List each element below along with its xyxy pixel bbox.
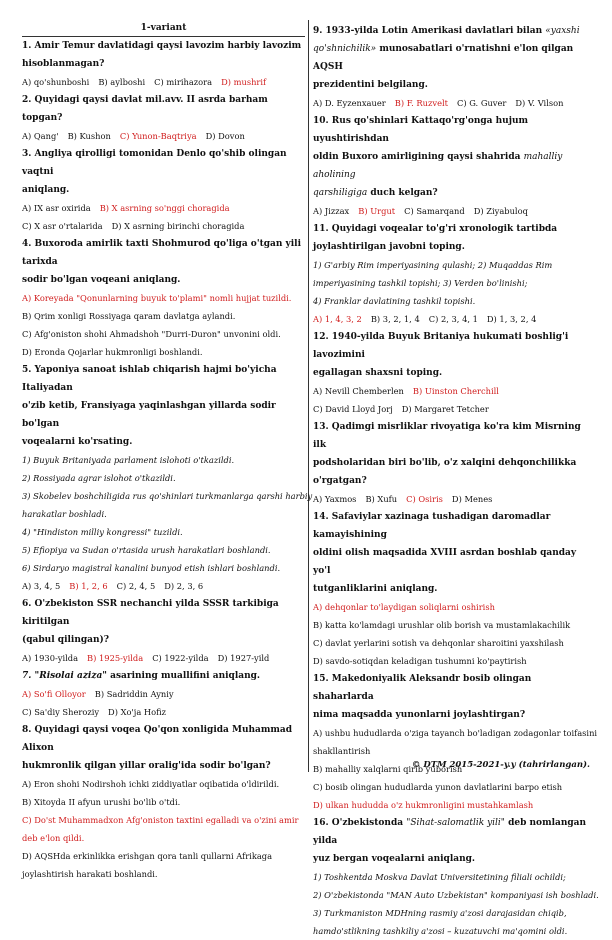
option-d[interactable]: D) Menes (451, 494, 493, 504)
option-a-cont[interactable]: shakllantirish (313, 746, 371, 756)
question-rest: asarining muallifini aniqlang. (106, 671, 261, 681)
list-item: 2) Rossiyada agrar islohot o'tkazildi. (22, 473, 176, 483)
option-d[interactable]: D) Ziyabuloq (473, 206, 528, 216)
option-d[interactable]: D) savdo-sotiqdan keladigan tushumni ko'paytirish (313, 656, 527, 666)
question-text: 1. Amir Temur davlatidagi qaysi lavozim harbiy lavozim (22, 41, 302, 51)
option-b[interactable]: B) mahalliy xalqlarni qirib yuborish (313, 764, 463, 774)
list-item: 6) Sirdaryo magistral kanalini bunyod etish ishlari boshlandi. (22, 563, 281, 573)
question-text: munosabatlari o'rnatishni e'lon qilgan AQSH (313, 44, 574, 72)
question-13 (313, 418, 592, 508)
question-text: 11. Quyidagi voqealar to'g'ri xronologik tartibda (313, 224, 558, 234)
option-b-correct[interactable]: B) X asrning so'nggi choragida (99, 203, 230, 213)
option-c[interactable]: C) 1922-yilda (152, 653, 209, 663)
list-item: 3) Skobelev boshchiligida rus qo'shinlari turkmanlarga qarshi harbiy (22, 491, 313, 501)
option-d[interactable]: D) 2, 3, 6 (164, 581, 204, 591)
option-c-correct[interactable]: C) Do'st Muhammadxon Afg'oniston taxtini egalladi va o'zini amir (22, 815, 299, 825)
list-item: 1) Buyuk Britaniyada parlament islohoti o'tkazildi. (22, 455, 235, 465)
option-b[interactable]: B) Sadriddin Ayniy (94, 689, 174, 699)
option-c[interactable]: C) bosib olingan hududlarda yunon davlatlarini barpo etish (313, 782, 563, 792)
question-text: 10. Rus qo'shinlari Kattaqo'rg'onga hujum uyushtirishdan (313, 116, 529, 144)
question-text: deb nomlangan yilda (313, 818, 587, 846)
question-10 (313, 112, 592, 220)
question-text: 6. O'zbekiston SSR nechanchi yilda SSSR tarkibiga kiritilgan (22, 599, 279, 627)
question-text: voqealarni ko'rsating. (22, 437, 133, 447)
question-quote: qo'shnichilik» (313, 44, 377, 54)
option-c-correct[interactable]: C) Osiris (406, 494, 443, 504)
list-item: 1) Toshkentda Moskva Davlat Universitetining filiali ochildi; (313, 872, 566, 882)
option-a[interactable]: A) 3, 4, 5 (22, 581, 61, 591)
option-c[interactable]: C) 2, 4, 5 (116, 581, 156, 591)
footer-copyright: © DTM 2015-2021-y.y (tahrirlangan). (411, 760, 590, 770)
question-text: o'rgatgan? (313, 476, 367, 486)
left-column (22, 22, 313, 883)
question-9 (313, 22, 592, 112)
option-b-correct[interactable]: B) Uinston Cherchill (412, 386, 499, 396)
question-text: tutganliklarini aniqlang. (313, 584, 438, 594)
question-text: 9. 1933-yilda Lotin Amerikasi davlatlari bilan (313, 26, 546, 36)
question-text: joylashtirilgan javobni toping. (313, 242, 465, 252)
option-b-correct[interactable]: B) Urgut (358, 206, 396, 216)
option-b[interactable]: B) Xitoyda II afyun urushi bo'lib o'tdi. (22, 797, 181, 807)
list-item: 4) Franklar davlatining tashkil topishi. (313, 296, 476, 306)
option-d[interactable]: D) Eronda Qojarlar hukmronligi boshlandi. (22, 347, 203, 357)
question-12 (313, 328, 592, 418)
option-a-correct[interactable]: A) dehqonlar to'laydigan soliqlarni oshirish (313, 602, 495, 612)
option-a[interactable]: A) Nevill Chemberlen (313, 386, 404, 396)
question-text: 5. Yaponiya sanoat ishlab chiqarish hajmi bo'yicha Italiyadan (22, 365, 277, 393)
question-text: o'zib ketib, Fransiyaga yaqinlashgan yillarda sodir bo'lgan (22, 401, 276, 429)
question-text: egallagan shaxsni toping. (313, 368, 443, 378)
option-a[interactable]: A) 1930-yilda (22, 653, 79, 663)
option-b-correct[interactable]: B) 1, 2, 6 (69, 581, 108, 591)
option-d[interactable]: D) Dovon (205, 131, 245, 141)
option-d[interactable]: D) X asrning birinchi choragida (111, 221, 245, 231)
option-c[interactable]: C) X asr o'rtalarida (22, 221, 103, 231)
option-d-correct[interactable]: D) mushrif (221, 77, 267, 87)
option-d[interactable]: D) 1927-yild (217, 653, 270, 663)
question-italic: qarshiligiga (313, 188, 368, 198)
question-11 (313, 220, 592, 328)
option-b-correct[interactable]: B) 1925-yilda (87, 653, 144, 663)
question-5 (22, 361, 313, 595)
question-text: nima maqsadda yunonlarni joylashtirgan? (313, 710, 526, 720)
question-text: 12. 1940-yilda Buyuk Britaniya hukumati boshlig'i lavozimini (313, 332, 569, 360)
question-quote: «yaxshi (545, 26, 580, 36)
question-text: duch kelgan? (367, 188, 438, 198)
option-b[interactable]: B) 3, 2, 1, 4 (370, 314, 420, 324)
list-item: 1) G'arbiy Rim imperiyasining qulashi; 2) Muqaddas Rim (313, 260, 553, 270)
question-text: 14. Safaviylar xazinaga tushadigan daromadlar kamayishining (313, 512, 551, 540)
option-c[interactable]: C) Samarqand (404, 206, 465, 216)
question-6 (22, 595, 305, 667)
option-c[interactable]: C) Sa'diy Sheroziy (22, 707, 100, 717)
option-d[interactable]: D) AQSHda erkinlikka erishgan qora tanli qullarni Afrikaga (22, 851, 273, 861)
option-d[interactable]: D) 1, 3, 2, 4 (486, 314, 537, 324)
question-text: oldin Buxoro amirligining qaysi shahrida (313, 152, 524, 162)
question-2 (22, 91, 305, 145)
question-text: 15. Makedoniyalik Aleksandr bosib olingan shaharlarda (313, 674, 532, 702)
option-a[interactable]: A) ushbu hududlarda o'ziga tayanch bo'ladigan zodagonlar toifasini (313, 728, 598, 738)
list-item: harakatlar boshladi. (22, 509, 107, 519)
option-d-cont[interactable]: joylashtirish harakati boshlandi. (22, 869, 158, 879)
option-b-correct[interactable]: B) F. Ruzvelt (394, 98, 448, 108)
question-text: 3. Angliya qirolligi tomonidan Denlo qo'shib olingan vaqtni (22, 149, 287, 177)
question-text: 4. Buxoroda amirlik taxti Shohmurod qo'liga o'tgan yili tarixda (22, 239, 302, 267)
option-c[interactable]: C) G. Guver (456, 98, 507, 108)
option-d-correct[interactable]: D) ulkan hududda o'z hukmronligini mustahkamlash (313, 800, 534, 810)
option-b[interactable]: B) Qrim xonligi Rossiyaga qaram davlatga aylandi. (22, 311, 236, 321)
option-d[interactable]: D) Xo'ja Hofiz (108, 707, 167, 717)
variant-title: 1-variant (140, 23, 187, 33)
question-14 (313, 508, 592, 670)
list-item: 5) Efiopiya va Sudan o'rtasida urush harakatlari boshlandi. (22, 545, 271, 555)
question-15 (313, 670, 598, 814)
question-text: oldini olish maqsadida XVIII asrdan boshlab qanday yo'l (313, 548, 577, 576)
column-divider (308, 20, 309, 772)
option-a[interactable]: A) Eron shohi Nodirshoh ichki ziddiyatlar oqibatida o'ldirildi. (22, 779, 280, 789)
list-item: 3) Turkmaniston MDHning rasmiy a'zosi darajasidan chiqib, (313, 908, 567, 918)
option-d[interactable]: D) V. Vilson (515, 98, 564, 108)
question-text: podsholaridan biri bo'lib, o'z xalqini dehqonchilikka (313, 458, 577, 468)
question-text: 8. Quyidagi qaysi voqea Qo'qon xonligida Muhammad Alixon (22, 725, 293, 753)
option-a[interactable]: A) qo'shunboshi (22, 77, 90, 87)
question-3 (22, 145, 305, 235)
option-a[interactable]: A) Qang' (22, 131, 59, 141)
option-c[interactable]: C) 2, 3, 4, 1 (428, 314, 478, 324)
question-text: prezidentini belgilang. (313, 80, 428, 90)
option-a-correct[interactable]: A) 1, 4, 3, 2 (313, 314, 362, 324)
option-b[interactable]: B) aylboshi (98, 77, 146, 87)
list-item: 4) "Hindiston milliy kongressi" tuzildi. (22, 527, 183, 537)
option-c[interactable]: C) Afg'oniston shohi Ahmadshoh "Durri-Duron" unvonini oldi. (22, 329, 281, 339)
list-item: imperiyasining tashkil topishi; 3) Verden bo'linishi; (313, 278, 528, 288)
list-item: 2) O'zbekistonda "MAN Auto Uzbekistan" kompaniyasi ish boshladi. (313, 890, 599, 900)
option-c[interactable]: C) David Lloyd Jorj (313, 404, 393, 414)
question-16 (313, 814, 599, 940)
question-quote: "Sihat-salomatlik yili" (406, 818, 505, 828)
question-text: hukmronlik qilgan yillar oralig'ida sodir bo'lgan? (22, 761, 271, 771)
option-a-correct[interactable]: A) Koreyada "Qonunlarning buyuk to'plami" nomli hujjat tuzildi. (22, 293, 292, 303)
option-c[interactable]: C) mirihazora (154, 77, 213, 87)
question-7 (22, 667, 305, 721)
option-b[interactable]: B) katta ko'lamdagi urushlar olib borish va mustamlakachilik (313, 620, 571, 630)
question-text: 13. Qadimgi misrliklar rivoyatiga ko'ra kim Misrning ilk (313, 422, 581, 450)
option-c-correct-cont[interactable]: deb e'lon qildi. (22, 833, 85, 843)
question-text: aniqlang. (22, 185, 70, 195)
question-text (22, 667, 305, 685)
option-d[interactable]: D) Margaret Tetcher (401, 404, 489, 414)
question-1 (22, 37, 305, 91)
question-text: hisoblanmagan? (22, 59, 105, 69)
option-a[interactable]: A) D. Eyzenxauer (313, 98, 386, 108)
question-italic: mahalliy aholining (313, 152, 563, 180)
question-text: yuz bergan voqealarni aniqlang. (313, 854, 476, 864)
option-b[interactable]: B) Xufu (365, 494, 398, 504)
option-a-correct[interactable]: A) So'fi Olloyor (22, 689, 86, 699)
question-4 (22, 235, 305, 361)
option-a[interactable]: A) Jizzax (313, 206, 350, 216)
question-text: 16. O'zbekistonda (313, 818, 407, 828)
question-text: sodir bo'lgan voqeani aniqlang. (22, 275, 181, 285)
question-text: 2. Quyidagi qaysi davlat mil.avv. II asrda barham topgan? (22, 95, 268, 123)
option-c[interactable]: C) davlat yerlarini sotish va dehqonlar sharoitini yaxshilash (313, 638, 564, 648)
question-quote: 7. "Risolai aziza" (22, 671, 107, 681)
question-8 (22, 721, 305, 883)
right-column (313, 22, 599, 940)
option-a[interactable]: A) IX asr oxirida (22, 203, 91, 213)
question-text: (qabul qilingan)? (22, 635, 110, 645)
option-b[interactable]: B) Kushon (67, 131, 111, 141)
option-a[interactable]: A) Yaxmos (313, 494, 357, 504)
list-item: hamdo'stlikning tashkiliy a'zosi – kuzatuvchi ma'qomini oldi. (313, 926, 568, 936)
option-c-correct[interactable]: C) Yunon-Baqtriya (119, 131, 197, 141)
